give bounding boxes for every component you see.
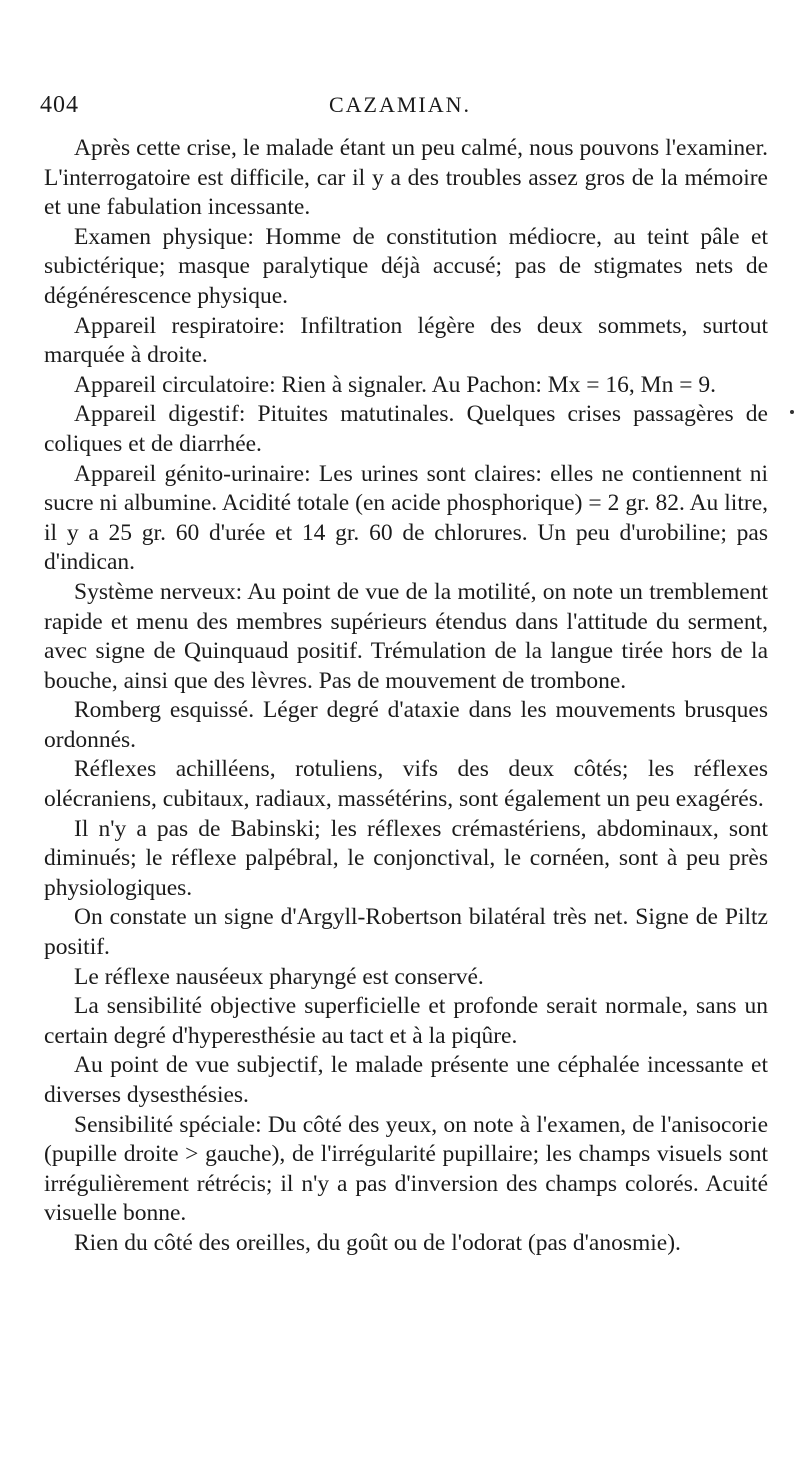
paragraph-respiratory: Appareil respiratoire: Infiltration légère des deux sommets, surtout marquée à droite. bbox=[44, 312, 768, 369]
paragraph-objective-sensibility: La sensibilité objective superficielle et profonde serait normale, sans un certain degré d'hyperesthésie au tact et à la piqûre. bbox=[44, 993, 768, 1049]
page-body bbox=[44, 134, 768, 1259]
paragraph-pharyngeal-reflex: Le réflexe nauséeux pharyngé est conservé. bbox=[74, 963, 484, 990]
margin-speck bbox=[790, 410, 794, 414]
page-number: 404 bbox=[40, 92, 79, 118]
paragraph-ears: Rien du côté des oreilles, du goût ou de l'odorat (pas d'anosmie). bbox=[74, 1229, 681, 1256]
paragraph-circulatory: Appareil circulatoire: Rien à signaler. Au Pachon: Mx = 16, Mn = 9. bbox=[74, 371, 716, 398]
paragraph-nervous-system: Système nerveux: Au point de vue de la motilité, on note un tremblement rapide et menu des membres supérieurs étendus dans l'attitude du serment, avec signe de Quinquaud positif. Trémulation de la langue tirée hors de la bouche, ainsi que des lèvres. Pas de mouvement de trombone. bbox=[44, 578, 768, 694]
page-header bbox=[40, 92, 760, 122]
paragraph-genito-urinary: Appareil génito-urinaire: Les urines sont claires: elles ne contiennent ni sucre ni albumine. Acidité totale (en acide phosphorique) = 2 gr. 82. Au litre, il y a 25 gr. 60 d'urée et 14 gr. 60 de chlorures. Un peu d'urobiline; pas d'indican. bbox=[44, 460, 768, 576]
paragraph-argyll-robertson: On constate un signe d'Argyll-Robertson bilatéral très net. Signe de Piltz positif. bbox=[44, 904, 768, 961]
paragraph-subjective: Au point de vue subjectif, le malade présente une céphalée incessante et diverses dysesthésies. bbox=[44, 1052, 768, 1108]
paragraph-babinski: Il n'y a pas de Babinski; les réflexes crémastériens, abdominaux, sont diminués; le réflexe palpébral, le conjonctival, le cornéen, sont à peu près physiologiques. bbox=[44, 815, 768, 901]
paragraph-physical-exam: Examen physique: Homme de constitution médiocre, au teint pâle et subictérique; masque paralytique déjà accusé; pas de stigmates nets de dégénérescence physique. bbox=[44, 223, 768, 309]
paragraph-crisis: Après cette crise, le malade étant un peu calmé, nous pouvons l'examiner. L'interrogatoire est difficile, car il y a des troubles assez gros de la mémoire et une fabulation incessante. bbox=[44, 135, 768, 221]
paragraph-romberg: Romberg esquissé. Léger degré d'ataxie dans les mouvements brusques ordonnés. bbox=[44, 697, 768, 753]
paragraph-reflexes: Réflexes achilléens, rotuliens, vifs des deux côtés; les réflexes olécraniens, cubitaux, radiaux, massétérins, sont également un peu exagérés. bbox=[44, 756, 768, 813]
paragraph-digestive: Appareil digestif: Pituites matutinales. Quelques crises passagères de coliques et de diarrhée. bbox=[44, 401, 768, 457]
running-head: CAZAMIAN. bbox=[328, 92, 472, 117]
paragraph-special-sensibility: Sensibilité spéciale: Du côté des yeux, on note à l'examen, de l'anisocorie (pupille droite > gauche), de l'irrégularité pupillaire; les champs visuels sont irrégulièrement rétrécis; il n'y a pas d'inversion des champs colorés. Acuité visuelle bonne. bbox=[44, 1111, 768, 1227]
